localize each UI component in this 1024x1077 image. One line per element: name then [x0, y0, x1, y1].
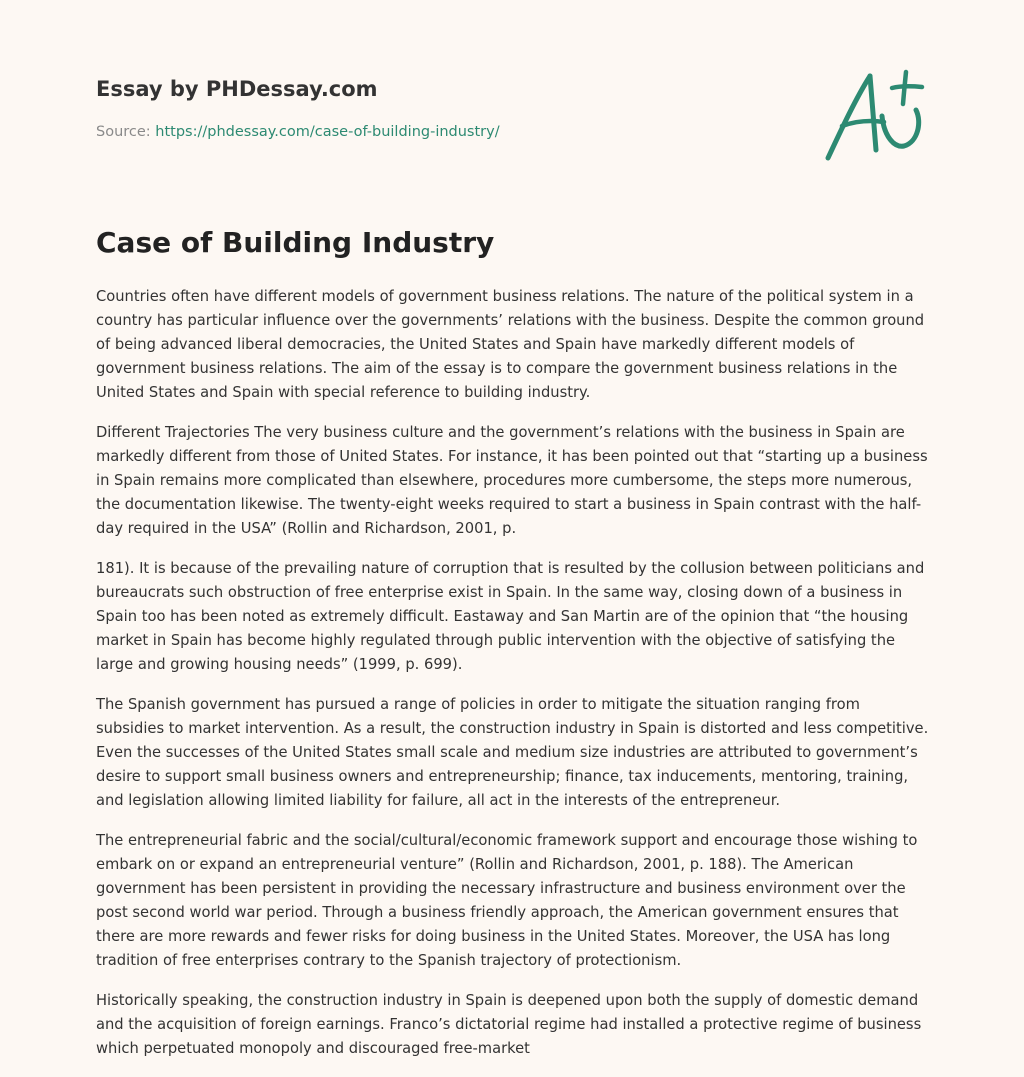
essay-paragraph: Countries often have different models of government business relations. The nature of the political system in a country has particular influence over the governments’ relations with the business. Despite the common ground of being advanced liberal democracies, the United States and Spain have markedly different models of government business relations. The aim of the essay is to compare the government business relations in the United States and Spain with special reference to building industry. — [96, 288, 925, 401]
source-link[interactable]: https://phdessay.com/case-of-building-industry/ — [155, 124, 500, 140]
essay-paragraph: The entrepreneurial fabric and the social/cultural/economic framework support and encourage those wishing to embark on or expand an entrepreneurial venture” (Rollin and Richardson, 2001, p. 188). The American government has been persistent in providing the necessary infrastructure and business environment over the post second world war period. Through a business friendly approach, the American government ensures that there are more rewards and fewer risks for doing business in the United States. Moreover, the USA has long tradition of free enterprises contrary to the Spanish trajectory of protectionism. — [96, 832, 918, 969]
essay-title: Case of Building Industry — [96, 226, 495, 259]
essay-page — [96, 0, 930, 1076]
essay-paragraph: The Spanish government has pursued a range of policies in order to mitigate the situation ranging from subsidies to market intervention. As a result, the construction industry in Spain is distorted and less competitive. Even the successes of the United States small scale and medium size industries are attributed to government’s desire to support small business owners and entrepreneurship; finance, tax inducements, mentoring, training, and legislation allowing limited liability for failure, all act in the interests of the entrepreneur. — [96, 696, 929, 809]
a-plus-grade-icon — [820, 66, 930, 166]
source-line — [96, 124, 500, 140]
essay-paragraph: Different Trajectories The very business culture and the government’s relations with the business in Spain are markedly different from those of United States. For instance, it has been pointed out that “starting up a business in Spain remains more complicated than elsewhere, procedures more cumbersome, the steps more numerous, the documentation likewise. The twenty-eight weeks required to start a business in Spain contrast with the half-day required in the USA” (Rollin and Richardson, 2001, p. — [96, 424, 928, 537]
essay-body — [96, 285, 930, 1077]
essay-paragraph: Historically speaking, the construction industry in Spain is deepened upon both the supply of domestic demand and the acquisition of foreign earnings. Franco’s dictatorial regime had installed a protective regime of business which perpetuated monopoly and discouraged free-market — [96, 992, 922, 1057]
essay-paragraph: 181). It is because of the prevailing nature of corruption that is resulted by the collusion between politicians and bureaucrats such obstruction of free enterprise exist in Spain. In the same way, closing down of a business in Spain too has been noted as extremely difficult. Eastaway and San Martin are of the opinion that “the housing market in Spain has become highly regulated through public intervention with the objective of satisfying the large and growing housing needs” (1999, p. 699). — [96, 560, 925, 673]
source-label: Source: — [96, 124, 156, 140]
site-brand: Essay by PHDessay.com — [96, 77, 378, 101]
